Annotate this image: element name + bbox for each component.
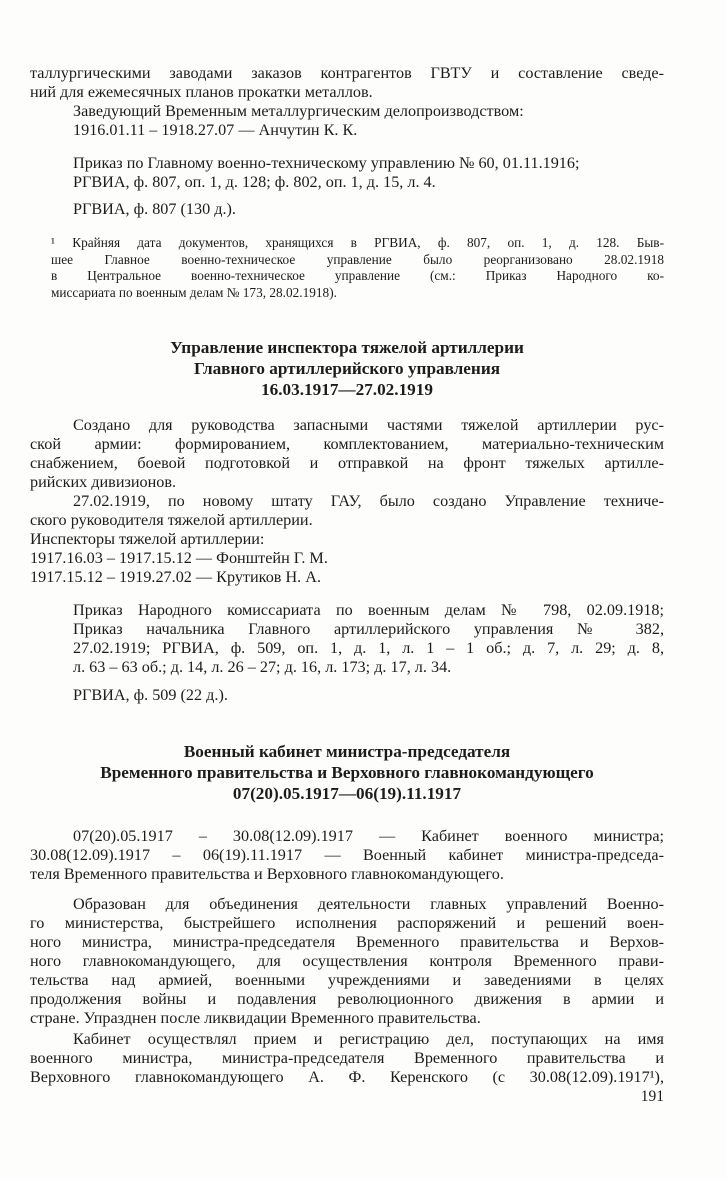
text-line: Создано для руководства запасными частями тяжелой артиллерии рус- xyxy=(73,416,664,434)
section1-para2 xyxy=(30,492,664,530)
section2-names xyxy=(30,827,664,884)
text-line: снабжением, боевой подготовкой и отправкой на фронт тяжелых артилле- xyxy=(30,454,664,472)
text-line: продолжения войны и подавления революционного движения в армии и xyxy=(30,990,664,1008)
text-line: Образован для объединения деятельности главных управлений Военно- xyxy=(73,895,664,913)
title-line: Управление инспектора тяжелой артиллерии xyxy=(170,338,524,357)
title-line: Главного артиллерийского управления xyxy=(193,359,501,378)
inspector-entry: 1917.15.12 – 1919.27.02 — Крутиков Н. А. xyxy=(30,568,322,586)
text-line: л. 63 – 63 об.; д. 14, л. 26 – 27; д. 16, л. 173; д. 17, л. 34. xyxy=(73,658,452,676)
text-line: РГВИА, ф. 807, оп. 1, д. 128; ф. 802, оп. 1, д. 15, л. 4. xyxy=(73,173,436,191)
footnote xyxy=(30,235,664,301)
section2-para2 xyxy=(30,1030,664,1087)
section1-sources xyxy=(30,601,664,677)
text-line: теля Временного правительства и Верховного главнокомандующего. xyxy=(30,865,504,883)
head-block xyxy=(30,102,664,140)
archive-ref: РГВИА, ф. 807 (130 д.). xyxy=(73,200,236,218)
section1-archive xyxy=(30,686,664,705)
text-line: ного главнокомандующего, для осуществления контроля Временного прави- xyxy=(30,952,664,970)
head-label: Заведующий Временным металлургическим делопроизводством: xyxy=(73,102,524,120)
section2-title xyxy=(30,741,664,804)
text-line: Кабинет осуществлял прием и регистрацию дел, поступающих на имя xyxy=(73,1030,664,1048)
text-line: го министерства, быстрейшего исполнения распоряжений и решений воен- xyxy=(30,914,664,932)
text-line: ского руководителя тяжелой артиллерии. xyxy=(30,511,313,529)
footnote-line: шее Главное военно-техническое управление было реорганизовано 28.02.1918 xyxy=(51,251,664,267)
text-line: 27.02.1919, по новому штату ГАУ, было создано Управление техниче- xyxy=(73,492,664,510)
archive-ref: РГВИА, ф. 509 (22 д.). xyxy=(73,686,228,704)
text-line: 27.02.1919; РГВИА, ф. 509, оп. 1, д. 1, л. 1 – 1 об.; д. 7, л. 29; д. 8, xyxy=(73,639,664,657)
text-line: 07(20).05.1917 – 30.08(12.09).1917 — Кабинет военного министра; xyxy=(73,827,664,845)
title-line: Временного правительства и Верховного главнокомандующего xyxy=(100,763,594,782)
text-line: Приказ Народного комиссариата по военным делам № 798, 02.09.1918; xyxy=(73,601,664,619)
text-line: ской армии: формированием, комплектованием, материально-техническим xyxy=(30,435,664,453)
section2-para1 xyxy=(30,895,664,1028)
footnote-line: в Центральное военно-техническое управление (см.: Приказ Народного ко- xyxy=(51,268,664,283)
title-line: 16.03.1917—27.02.1919 xyxy=(261,380,433,399)
intro-sources xyxy=(30,154,664,192)
text-line: тельства над армией, военными учреждениями и заведениями в целях xyxy=(30,971,664,989)
title-line: 07(20).05.1917—06(19).11.1917 xyxy=(232,784,462,803)
text-line: рийских дивизионов. xyxy=(30,473,177,491)
text-line: Верховного главнокомандующего А. Ф. Керенского (с 30.08(12.09).1917¹), xyxy=(30,1068,664,1086)
text-line: ний для ежемесячных планов прокатки металлов. xyxy=(30,83,373,101)
inspectors-list xyxy=(30,530,664,587)
text-line: 30.08(12.09).1917 – 06(19).11.1917 — Военный кабинет министра-председа- xyxy=(30,846,664,864)
text-line: Приказ начальника Главного артиллерийского управления № 382, xyxy=(73,620,664,638)
text-line: Приказ по Главному военно-техническому управлению № 60, 01.11.1916; xyxy=(73,154,580,172)
inspectors-label: Инспекторы тяжелой артиллерии: xyxy=(30,530,265,548)
text-line: таллургическими заводами заказов контрагентов ГВТУ и составление сведе- xyxy=(30,64,664,82)
section1-para1 xyxy=(30,416,664,492)
footnote-line: миссариата по военным делам № 173, 28.02.1918). xyxy=(51,284,337,300)
text-line: стране. Упразднен после ликвидации Временного правительства. xyxy=(30,1009,481,1027)
text-line: ного министра, министра-председателя Временного правительства и Верхов- xyxy=(30,933,664,951)
section1-title xyxy=(30,337,664,400)
head-entry: 1916.01.11 – 1918.27.07 — Анчутин К. К. xyxy=(73,121,358,139)
title-line: Военный кабинет министра-председателя xyxy=(183,742,511,761)
page-number: 191 xyxy=(640,1088,664,1105)
intro-paragraph xyxy=(30,64,664,102)
intro-archive xyxy=(30,200,664,219)
inspector-entry: 1917.16.03 – 1917.15.12 — Фонштейн Г. М. xyxy=(30,549,328,567)
text-line: военного министра, министра-председателя Временного правительства и xyxy=(30,1049,664,1067)
footnote-line: ¹ Крайняя дата документов, хранящихся в РГВИА, ф. 807, оп. 1, д. 128. Быв- xyxy=(51,235,664,250)
